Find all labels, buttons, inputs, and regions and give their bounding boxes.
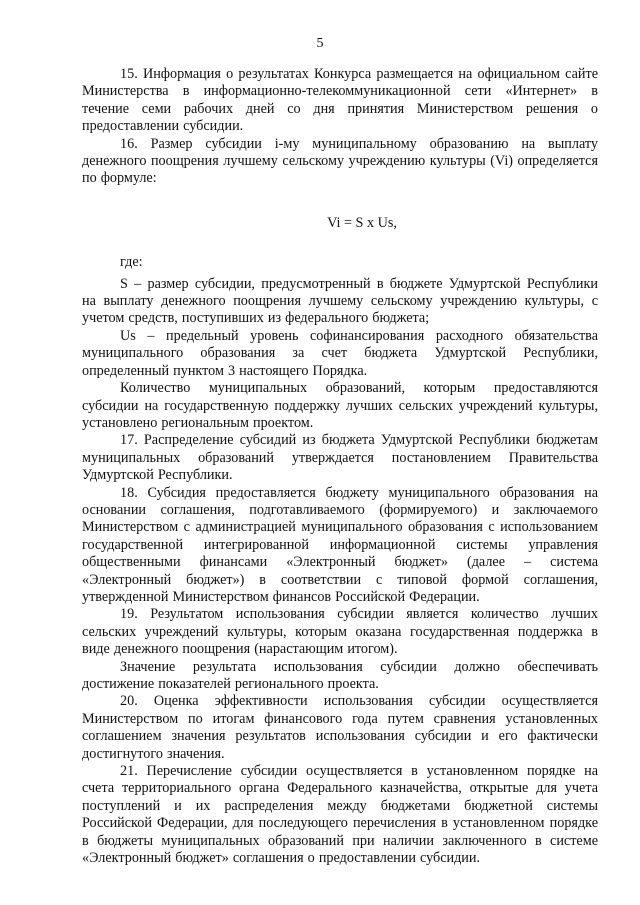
where-label: где: <box>120 254 143 271</box>
paragraph-21: 21. Перечисление субсидии осуществляется в установленном порядке на счета территориального органа Федерального казначейства, открытые для учета поступлений и их распределения между бюджетами бюджетной системы Российской Федерации, для последующего перечисления в установленном порядке в бюджеты муниципальных образований при наличии заключенного в системе «Электронный бюджет» соглашения о предоставлении субсидии. <box>82 763 598 867</box>
formula: Vi = S x Us, <box>327 214 397 231</box>
definition-s: S – размер субсидии, предусмотренный в бюджете Удмуртской Республики на выплату денежного поощрения лучшему сельскому учреждению культуры, с учетом средств, поступивших из федерального бюджета; <box>82 275 598 327</box>
paragraph-result-value: Значение результата использования субсидии должно обеспечивать достижение показателей регионального проекта. <box>82 658 598 692</box>
paragraph-count: Количество муниципальных образований, которым предоставляются субсидии на государственную поддержку лучших сельских учреждений культуры, установлено региональным проектом. <box>82 380 598 431</box>
page-number: 5 <box>316 36 324 51</box>
paragraph-16: 16. Размер субсидии i-му муниципальному образованию на выплату денежного поощрения лучшему сельскому учреждению культуры (Vi) определяется по формуле: <box>82 135 598 187</box>
paragraph-15: 15. Информация о результатах Конкурса размещается на официальном сайте Министерства в информационно-телекоммуникационной сети «Интернет» в течение семи рабочих дней со дня принятия Министерством решения о предоставлении субсидии. <box>82 66 598 135</box>
document-body <box>82 66 598 867</box>
definition-us: Us – предельный уровень софинансирования расходного обязательства муниципального образования за счет бюджета Удмуртской Республики, определенный пунктом 3 настоящего Порядка. <box>82 327 598 379</box>
paragraph-17: 17. Распределение субсидий из бюджета Удмуртской Республики бюджетам муниципальных образований утверждается постановлением Правительства Удмуртской Республики. <box>82 432 598 484</box>
paragraph-19: 19. Результатом использования субсидии является количество лучших сельских учреждений культуры, которым оказана государственная поддержка в виде денежного поощрения (нарастающим итогом). <box>82 606 598 658</box>
paragraph-20: 20. Оценка эффективности использования субсидии осуществляется Министерством по итогам финансового года путем сравнения установленных соглашением значения результатов использования субсидии и его фактически достигнутого значения. <box>82 693 598 762</box>
paragraph-18: 18. Субсидия предоставляется бюджету муниципального образования на основании соглашения, подготавливаемого (формируемого) и заключаемого Министерством с администрацией муниципального образования с использованием государственной интегрированной информационной системы управления общественными финансами «Электронный бюджет» (далее – система «Электронный бюджет») в соответствии с типовой формой соглашения, утвержденной Министерством финансов Российской Федерации. <box>82 484 598 605</box>
